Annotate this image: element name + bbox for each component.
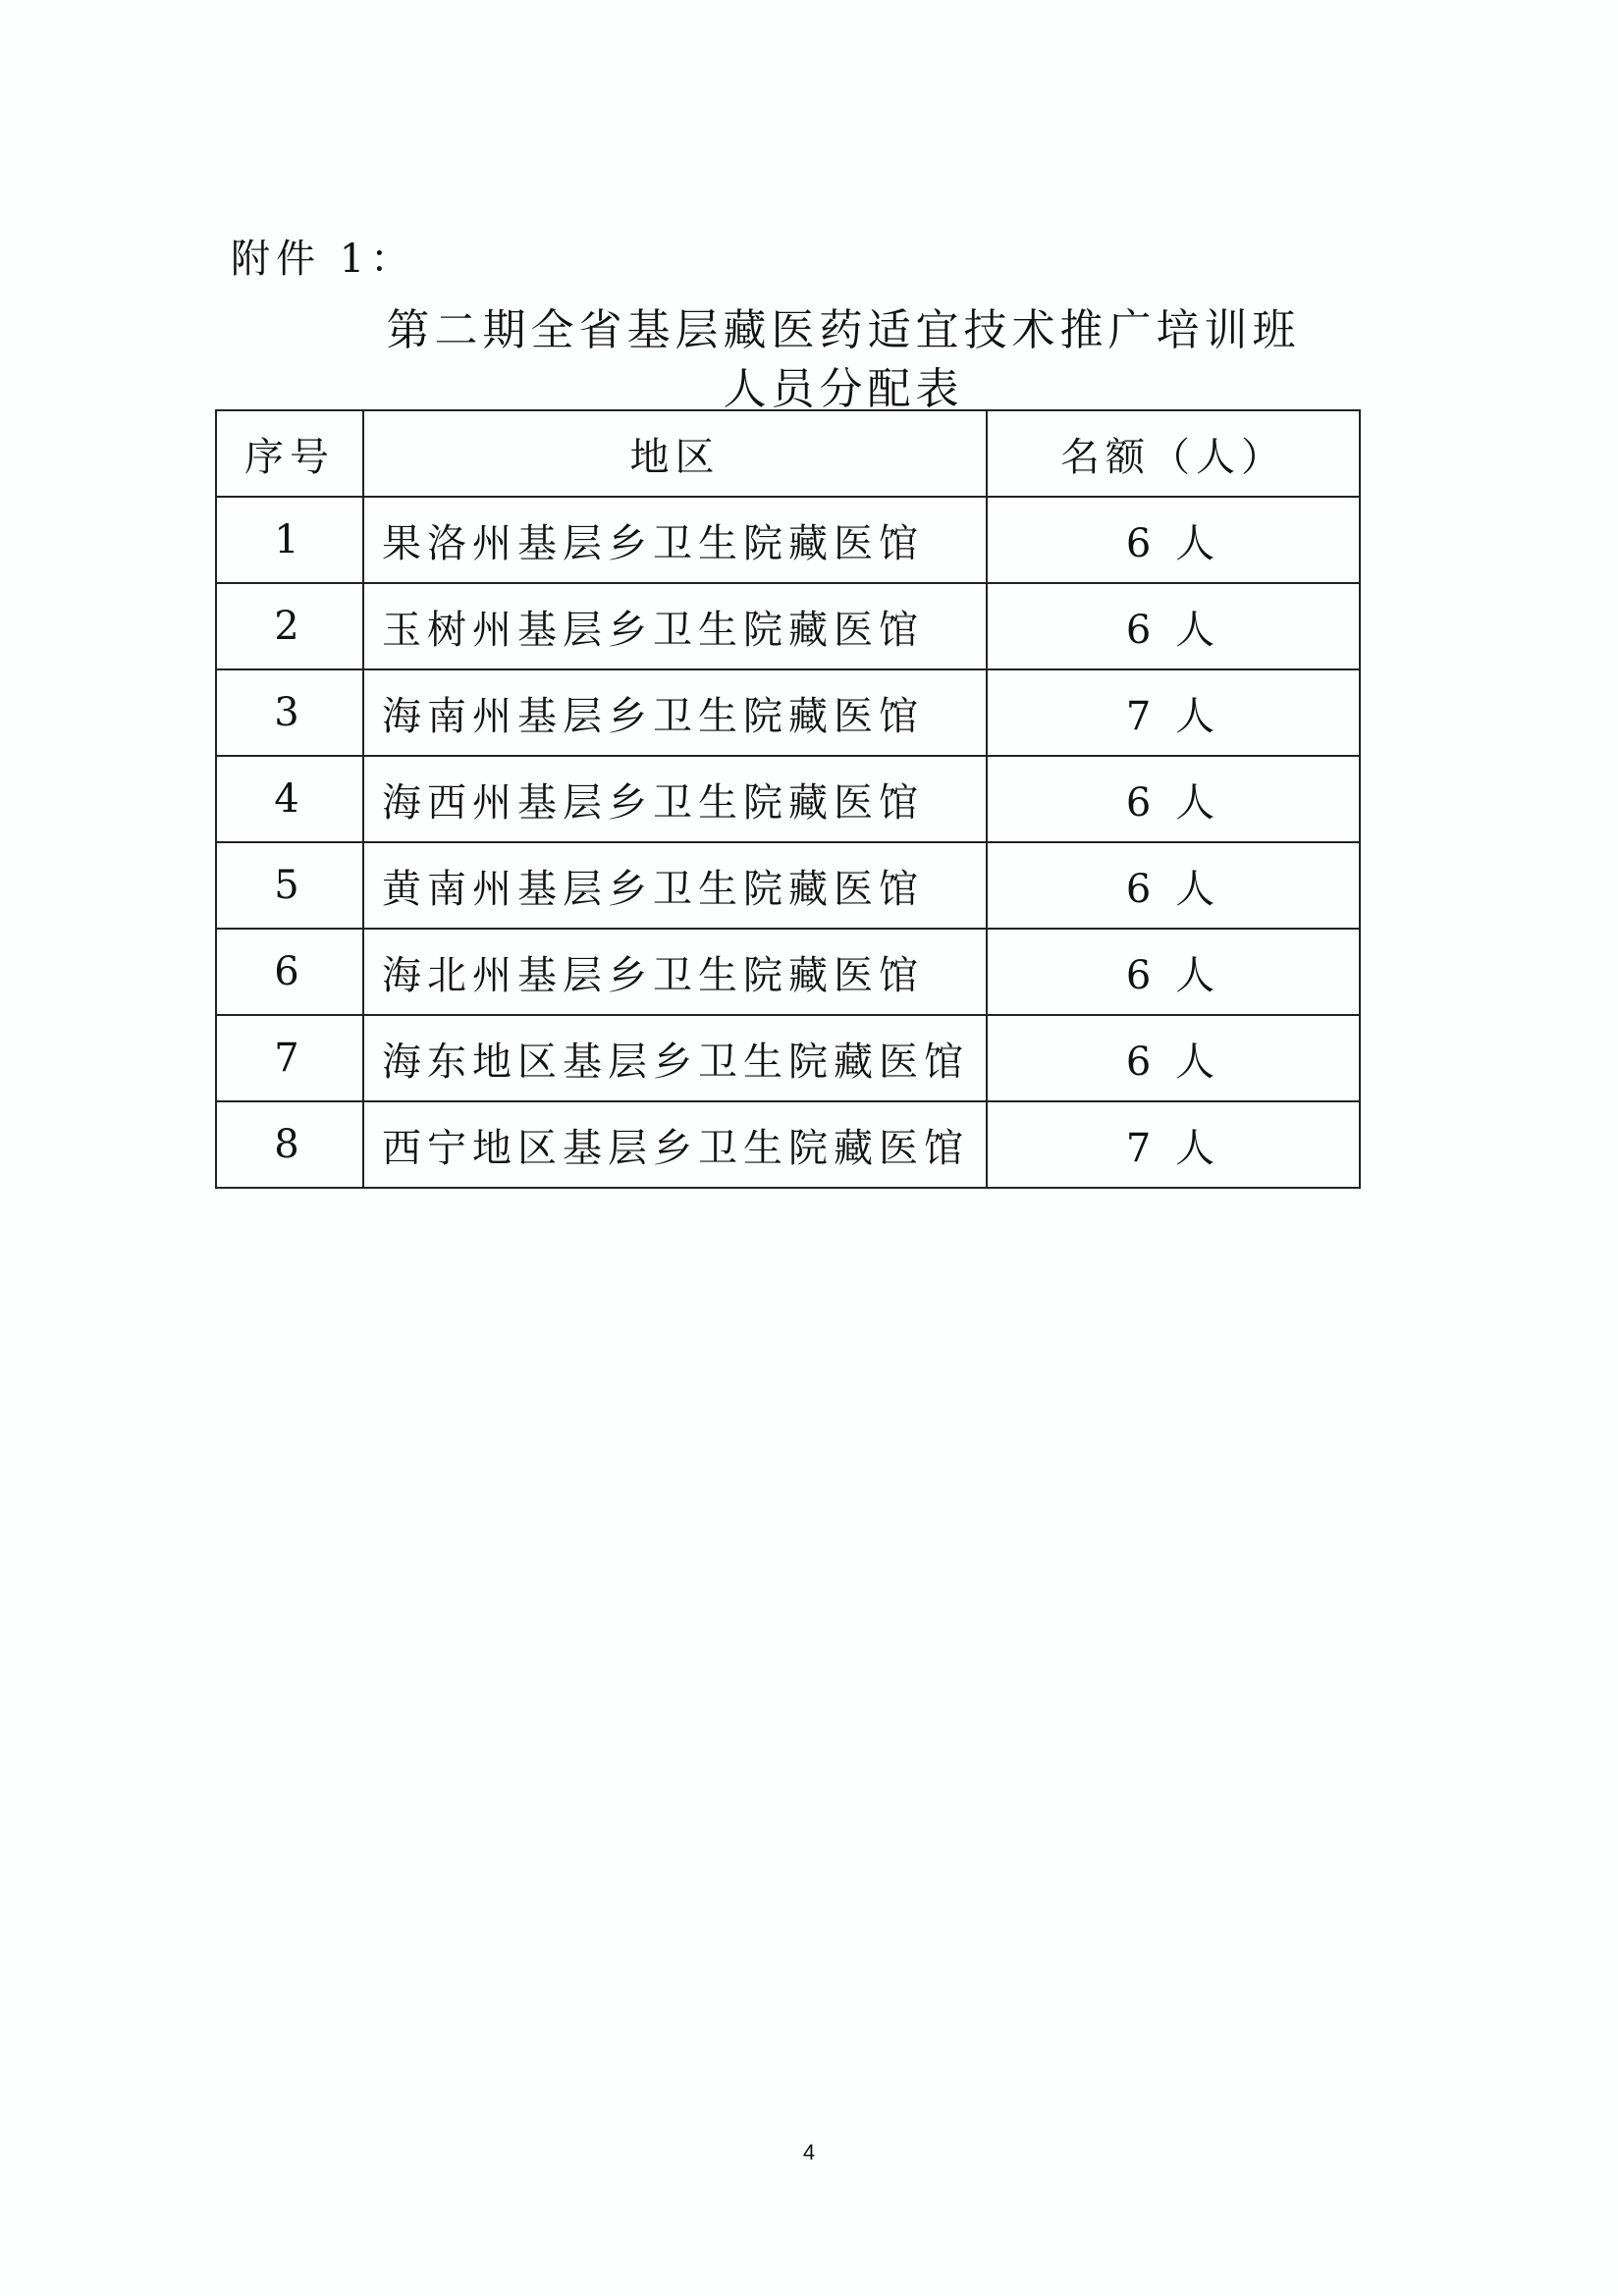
- cell-region: 西宁地区基层乡卫生院藏医馆: [363, 1101, 987, 1188]
- cell-quota: 6 人: [987, 756, 1360, 842]
- cell-region: 海西州基层乡卫生院藏医馆: [363, 756, 987, 842]
- cell-region: 果洛州基层乡卫生院藏医馆: [363, 497, 987, 583]
- cell-quota: 6 人: [987, 1015, 1360, 1101]
- document-title: 第二期全省基层藏医药适宜技术推广培训班: [386, 305, 1301, 355]
- attachment-label: 附件 1：: [231, 237, 416, 282]
- cell-quota: 7 人: [987, 669, 1360, 756]
- allocation-table: [215, 409, 1361, 1189]
- table-header-row: [216, 410, 1360, 497]
- table-row: [216, 842, 1360, 929]
- cell-region: 海东地区基层乡卫生院藏医馆: [363, 1015, 987, 1101]
- header-quota: 名额（人）: [987, 410, 1360, 497]
- table-row: [216, 497, 1360, 583]
- cell-region: 玉树州基层乡卫生院藏医馆: [363, 583, 987, 669]
- cell-quota: 6 人: [987, 929, 1360, 1015]
- cell-serial-number: 7: [216, 1015, 363, 1101]
- cell-serial-number: 6: [216, 929, 363, 1015]
- header-serial-number: 序号: [216, 410, 363, 497]
- cell-serial-number: 5: [216, 842, 363, 929]
- header-region: 地区: [363, 410, 987, 497]
- table-row: [216, 1015, 1360, 1101]
- table-row: [216, 756, 1360, 842]
- cell-region: 海北州基层乡卫生院藏医馆: [363, 929, 987, 1015]
- table-row: [216, 1101, 1360, 1188]
- document-subtitle: 人员分配表: [723, 364, 964, 414]
- cell-quota: 7 人: [987, 1101, 1360, 1188]
- page-number: 4: [802, 2140, 816, 2164]
- cell-region: 海南州基层乡卫生院藏医馆: [363, 669, 987, 756]
- cell-quota: 6 人: [987, 583, 1360, 669]
- cell-serial-number: 1: [216, 497, 363, 583]
- cell-quota: 6 人: [987, 497, 1360, 583]
- cell-serial-number: 4: [216, 756, 363, 842]
- table-row: [216, 583, 1360, 669]
- cell-serial-number: 2: [216, 583, 363, 669]
- cell-region: 黄南州基层乡卫生院藏医馆: [363, 842, 987, 929]
- table-row: [216, 669, 1360, 756]
- table-row: [216, 929, 1360, 1015]
- cell-serial-number: 8: [216, 1101, 363, 1188]
- cell-quota: 6 人: [987, 842, 1360, 929]
- cell-serial-number: 3: [216, 669, 363, 756]
